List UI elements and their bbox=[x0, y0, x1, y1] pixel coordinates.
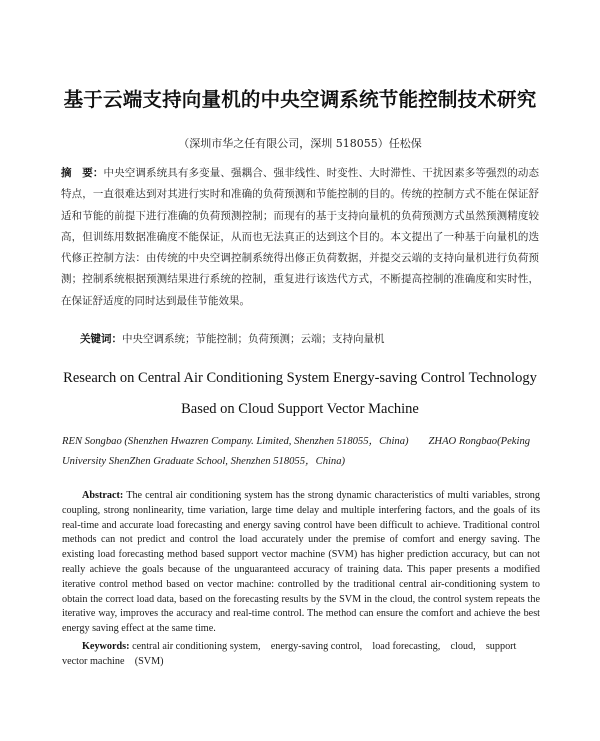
english-abstract bbox=[62, 489, 540, 637]
chinese-keywords-label: 关键词： bbox=[80, 333, 122, 345]
chinese-abstract bbox=[61, 163, 539, 312]
english-title-line2: Based on Cloud Support Vector Machine bbox=[181, 401, 419, 417]
english-abstract-text: The central air conditioning system has the strong dynamic characteristics of multi variables, strong coupling, strong nonlinearity, time variation, large time delay and multiple interfering factors, and the goals of its real-time and accurate load forecasting and energy saving control have been difficult to achieve. Traditional control methods can not predict and control the load accurately under the premise of comfort and energy saving. The existing load forecasting method based support vector machine (SVM) has higher prediction accuracy, but can not really achieve the goals because of the unguaranteed accuracy of training data. This paper presents a modified iterative control method based on vector machine: controlled by the traditional central air-conditioning system to obtain the correct load data, based on the forecasting results by the SVM in the cloud, the control system repeats the iterative way, improves the accuracy and real-time control. The method can ensure the comfort and achieve the best energy saving effect at the same time. bbox=[62, 490, 540, 635]
english-affiliation-line2: University ShenZhen Graduate School, Shenzhen 518055，China) bbox=[62, 456, 346, 467]
chinese-title: 基于云端支持向量机的中央空调系统节能控制技术研究 bbox=[63, 88, 537, 111]
english-affiliation-ren: REN Songbao (Shenzhen Hwazren Company. Limited, Shenzhen 518055，China) bbox=[62, 436, 409, 447]
english-affiliation bbox=[62, 432, 540, 472]
chinese-affiliation: （深圳市华之任有限公司，深圳 518055）任松保 bbox=[178, 137, 422, 150]
english-keywords-text: central air conditioning system, energy-saving control, load forecasting, cloud, support vector machine (SVM) bbox=[62, 641, 517, 667]
english-title-line1: Research on Central Air Conditioning System Energy-saving Control Technology bbox=[63, 370, 537, 386]
chinese-keywords-text: 中央空调系统；节能控制；负荷预测；云端；支持向量机 bbox=[122, 333, 385, 345]
english-abstract-label: Abstract: bbox=[82, 490, 124, 501]
english-keywords bbox=[62, 640, 540, 670]
chinese-abstract-label: 摘 要： bbox=[61, 167, 104, 179]
english-affiliation-line1 bbox=[62, 432, 540, 452]
chinese-keywords bbox=[80, 332, 540, 346]
english-affiliation-zhao: ZHAO Rongbao(Peking bbox=[428, 436, 531, 447]
english-keywords-label: Keywords: bbox=[82, 641, 130, 652]
chinese-abstract-text: 中央空调系统具有多变量、强耦合、强非线性、时变性、大时滞性、干扰因素多等强烈的动态特点，一直很难达到对其进行实时和准确的负荷预测和节能控制的目的。传统的控制方式不能在保证舒适和节能的前提下进行准确的负荷预测控制；而现有的基于支持向量机的负荷预测方式虽然预测精度较高，但训练用数据准确度不能保证，从而也无法真正的达到这个目的。本文提出了一种基于向量机的迭代修正控制方法：由传统的中央空调控制系统得出修正负荷数据，并提交云端的支持向量机进行负荷预测；控制系统根据预测结果进行系统的控制，重复进行该迭代方式，不断提高控制的准确度和实时性，在保证舒适度的同时达到最佳节能效果。 bbox=[61, 167, 539, 307]
